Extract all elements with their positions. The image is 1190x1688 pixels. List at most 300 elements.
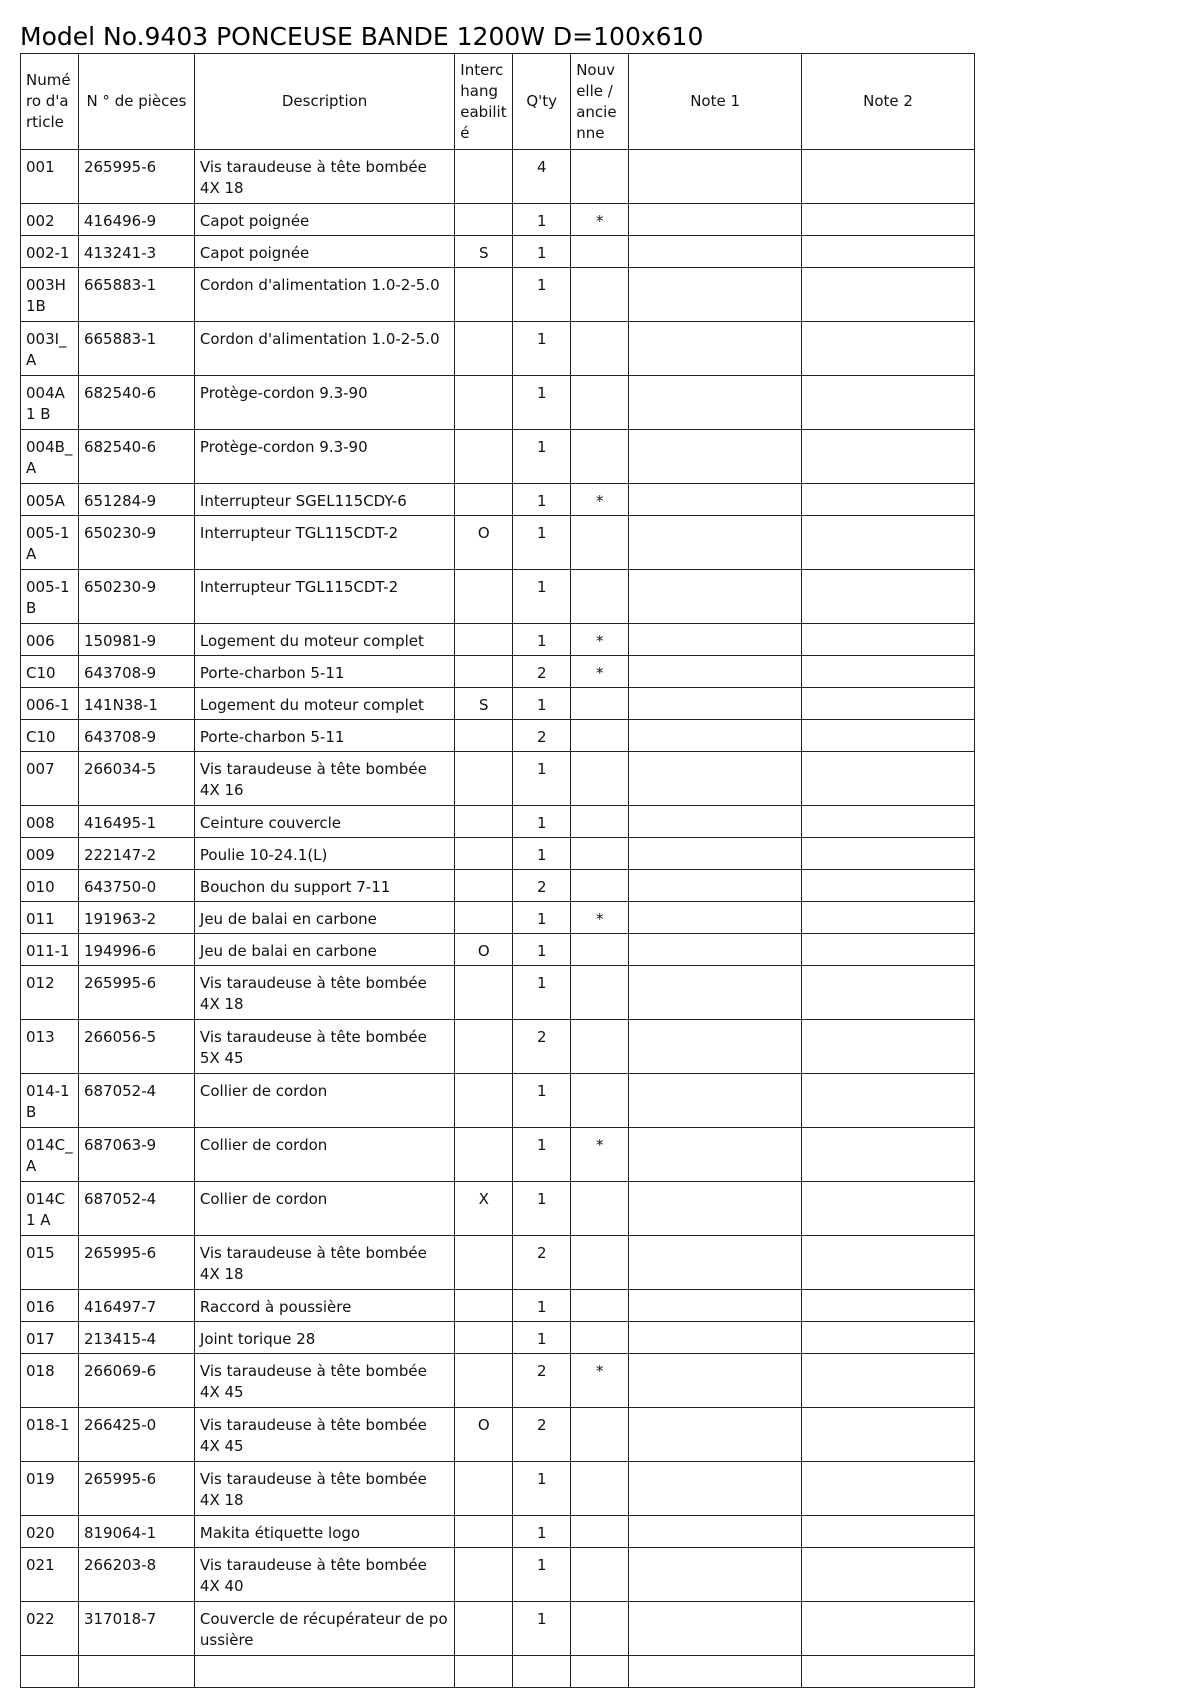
cell-part-number: 317018-7 <box>78 1602 194 1656</box>
cell-interchangeability <box>455 838 513 870</box>
cell-note-2 <box>802 376 975 430</box>
cell-part-number: 266425-0 <box>78 1408 194 1462</box>
cell-quantity: 1 <box>513 966 571 1020</box>
cell-part-number: 222147-2 <box>78 838 194 870</box>
cell-part-number: 266056-5 <box>78 1020 194 1074</box>
cell-quantity: 2 <box>513 1020 571 1074</box>
cell-note-1 <box>629 1128 802 1182</box>
cell-part-number: 150981-9 <box>78 624 194 656</box>
page-title: Model No.9403 PONCEUSE BANDE 1200W D=100x610 <box>20 22 704 51</box>
table-row <box>21 1128 975 1182</box>
cell-quantity: 2 <box>513 656 571 688</box>
cell-note-1 <box>629 1322 802 1354</box>
cell-note-2 <box>802 1290 975 1322</box>
cell-description: Joint torique 28 <box>194 1322 454 1354</box>
cell-quantity: 1 <box>513 838 571 870</box>
cell-note-1 <box>629 688 802 720</box>
table-row <box>21 268 975 322</box>
cell-description: Poulie 10-24.1(L) <box>194 838 454 870</box>
cell-note-1 <box>629 516 802 570</box>
cell-new-old <box>571 1182 629 1236</box>
cell-part-number: 687052-4 <box>78 1074 194 1128</box>
cell-description: Protège-cordon 9.3-90 <box>194 430 454 484</box>
cell-part-number: 265995-6 <box>78 150 194 204</box>
cell-description: Logement du moteur complet <box>194 624 454 656</box>
cell-description: Vis taraudeuse à tête bombée 4X 40 <box>194 1548 454 1602</box>
cell-note-1 <box>629 150 802 204</box>
cell-description: Porte-charbon 5-11 <box>194 720 454 752</box>
cell-interchangeability <box>455 1290 513 1322</box>
cell-quantity: 2 <box>513 720 571 752</box>
table-row <box>21 934 975 966</box>
cell-note-2 <box>802 720 975 752</box>
cell-part-number: 266034-5 <box>78 752 194 806</box>
cell-note-2 <box>802 484 975 516</box>
cell-note-2 <box>802 934 975 966</box>
header-item-number: Numé ro d'a rticle <box>21 54 79 150</box>
table-row <box>21 322 975 376</box>
cell-item-number: 005A <box>21 484 79 516</box>
cell-quantity: 1 <box>513 806 571 838</box>
cell-quantity: 2 <box>513 1236 571 1290</box>
cell-note-1 <box>629 624 802 656</box>
cell-interchangeability <box>455 1462 513 1516</box>
cell-note-1 <box>629 1408 802 1462</box>
cell-item-number: 004A1 B <box>21 376 79 430</box>
cell-interchangeability: O <box>455 1408 513 1462</box>
cell-part-number: 682540-6 <box>78 376 194 430</box>
table-row <box>21 1074 975 1128</box>
cell-part-number: 265995-6 <box>78 966 194 1020</box>
cell-item-number: 020 <box>21 1516 79 1548</box>
table-row <box>21 1516 975 1548</box>
table-row <box>21 1020 975 1074</box>
cell-interchangeability <box>455 1236 513 1290</box>
table-row <box>21 966 975 1020</box>
table-row <box>21 1602 975 1656</box>
cell-note-2 <box>802 1408 975 1462</box>
cell-note-2 <box>802 1128 975 1182</box>
cell-quantity: 1 <box>513 1074 571 1128</box>
cell-item-number: 004B_ A <box>21 430 79 484</box>
cell-description: Logement du moteur complet <box>194 688 454 720</box>
table-row <box>21 806 975 838</box>
cell-part-number: 665883-1 <box>78 322 194 376</box>
cell-item-number: 011 <box>21 902 79 934</box>
table-row <box>21 236 975 268</box>
cell-description: Collier de cordon <box>194 1128 454 1182</box>
table-row <box>21 430 975 484</box>
cell-item-number: 013 <box>21 1020 79 1074</box>
cell-item-number: 016 <box>21 1290 79 1322</box>
cell-part-number: 643708-9 <box>78 656 194 688</box>
cell-quantity: 1 <box>513 516 571 570</box>
cell-interchangeability <box>455 268 513 322</box>
cell-part-number: 213415-4 <box>78 1322 194 1354</box>
table-row <box>21 688 975 720</box>
cell-quantity: 1 <box>513 484 571 516</box>
cell-quantity: 1 <box>513 688 571 720</box>
cell-note-1 <box>629 720 802 752</box>
cell-description: Cordon d'alimentation 1.0-2-5.0 <box>194 268 454 322</box>
cell-note-1 <box>629 1354 802 1408</box>
cell-description: Cordon d'alimentation 1.0-2-5.0 <box>194 322 454 376</box>
cell-note-1 <box>629 838 802 870</box>
cell-part-number: 265995-6 <box>78 1236 194 1290</box>
cell-part-number: 682540-6 <box>78 430 194 484</box>
cell-interchangeability <box>455 656 513 688</box>
header-note-1: Note 1 <box>629 54 802 150</box>
cell-part-number: 413241-3 <box>78 236 194 268</box>
cell-part-number: 651284-9 <box>78 484 194 516</box>
cell-note-1 <box>629 1548 802 1602</box>
cell-quantity: 1 <box>513 902 571 934</box>
cell-description: Capot poignée <box>194 204 454 236</box>
cell-item-number: 006 <box>21 624 79 656</box>
table-row <box>21 204 975 236</box>
cell-item-number: 014-1 B <box>21 1074 79 1128</box>
cell-description: Ceinture couvercle <box>194 806 454 838</box>
header-note-2: Note 2 <box>802 54 975 150</box>
cell-note-2 <box>802 322 975 376</box>
cell-new-old <box>571 268 629 322</box>
table-row <box>21 656 975 688</box>
cell-note-1 <box>629 1074 802 1128</box>
cell-quantity: 2 <box>513 1408 571 1462</box>
cell-new-old <box>571 322 629 376</box>
cell-part-number: 665883-1 <box>78 268 194 322</box>
cell-new-old <box>571 838 629 870</box>
cell-interchangeability <box>455 806 513 838</box>
cell-quantity: 1 <box>513 268 571 322</box>
cell-description: Vis taraudeuse à tête bombée 4X 45 <box>194 1354 454 1408</box>
cell-quantity: 1 <box>513 1516 571 1548</box>
cell-note-2 <box>802 204 975 236</box>
cell-interchangeability <box>455 752 513 806</box>
cell-note-2 <box>802 1020 975 1074</box>
cell-item-number: 015 <box>21 1236 79 1290</box>
cell-note-2 <box>802 1182 975 1236</box>
table-row <box>21 1408 975 1462</box>
cell-part-number: 643708-9 <box>78 720 194 752</box>
cell-part-number: 687063-9 <box>78 1128 194 1182</box>
cell-interchangeability <box>455 1074 513 1128</box>
cell-interchangeability <box>455 966 513 1020</box>
cell-new-old <box>571 150 629 204</box>
table-row <box>21 376 975 430</box>
cell-item-number: 006-1 <box>21 688 79 720</box>
cell-part-number: 650230-9 <box>78 516 194 570</box>
cell-item-number: 017 <box>21 1322 79 1354</box>
cell-interchangeability: O <box>455 516 513 570</box>
cell-note-1 <box>629 570 802 624</box>
cell-item-number: 021 <box>21 1548 79 1602</box>
cell-interchangeability <box>455 870 513 902</box>
cell-note-1 <box>629 376 802 430</box>
cell-new-old <box>571 236 629 268</box>
table-row <box>21 1290 975 1322</box>
parts-table <box>20 53 975 1688</box>
cell-note-2 <box>802 1074 975 1128</box>
cell-note-2 <box>802 1602 975 1656</box>
cell-interchangeability <box>455 720 513 752</box>
cell-note-2 <box>802 150 975 204</box>
cell-part-number: 416495-1 <box>78 806 194 838</box>
cell-item-number: 008 <box>21 806 79 838</box>
cell-item-number: 002-1 <box>21 236 79 268</box>
cell-interchangeability <box>455 1128 513 1182</box>
cell-quantity: 1 <box>513 1322 571 1354</box>
cell-quantity: 1 <box>513 1548 571 1602</box>
cell-new-old <box>571 1236 629 1290</box>
table-row <box>21 1354 975 1408</box>
cell-interchangeability <box>455 1548 513 1602</box>
header-description: Description <box>194 54 454 150</box>
cell-new-old <box>571 1020 629 1074</box>
cell-note-1 <box>629 1020 802 1074</box>
cell-quantity: 1 <box>513 934 571 966</box>
table-row <box>21 752 975 806</box>
cell-note-2 <box>802 1548 975 1602</box>
cell-description: Porte-charbon 5-11 <box>194 656 454 688</box>
table-row <box>21 720 975 752</box>
table-row <box>21 624 975 656</box>
cell-note-2 <box>802 1516 975 1548</box>
cell-part-number: 141N38-1 <box>78 688 194 720</box>
cell-description: Vis taraudeuse à tête bombée 5X 45 <box>194 1020 454 1074</box>
cell-note-2 <box>802 806 975 838</box>
cell-quantity: 2 <box>513 1354 571 1408</box>
cell-note-1 <box>629 484 802 516</box>
cell-description: Vis taraudeuse à tête bombée 4X 16 <box>194 752 454 806</box>
cell-note-1 <box>629 430 802 484</box>
cell-new-old <box>571 376 629 430</box>
table-row <box>21 1322 975 1354</box>
cell-description: Interrupteur SGEL115CDY-6 <box>194 484 454 516</box>
cell-note-1 <box>629 870 802 902</box>
cell-part-number: 266203-8 <box>78 1548 194 1602</box>
cell-item-number: 012 <box>21 966 79 1020</box>
cell-new-old <box>571 934 629 966</box>
cell-quantity: 1 <box>513 204 571 236</box>
cell-description: Jeu de balai en carbone <box>194 934 454 966</box>
table-row <box>21 150 975 204</box>
cell-note-2 <box>802 966 975 1020</box>
cell-item-number: 001 <box>21 150 79 204</box>
cell-part-number: 643750-0 <box>78 870 194 902</box>
cell-item-number: 018 <box>21 1354 79 1408</box>
cell-new-old: * <box>571 1128 629 1182</box>
table-row <box>21 1182 975 1236</box>
cell-description: Collier de cordon <box>194 1074 454 1128</box>
cell-new-old <box>571 516 629 570</box>
table-row <box>21 838 975 870</box>
cell-interchangeability: S <box>455 236 513 268</box>
cell-description: Raccord à poussière <box>194 1290 454 1322</box>
cell-note-2 <box>802 430 975 484</box>
cell-item-number: 010 <box>21 870 79 902</box>
cell-part-number: 416497-7 <box>78 1290 194 1322</box>
header-quantity: Q'ty <box>513 54 571 150</box>
cell-note-1 <box>629 752 802 806</box>
cell-note-2 <box>802 1236 975 1290</box>
cell-new-old <box>571 1074 629 1128</box>
cell-note-1 <box>629 902 802 934</box>
cell-interchangeability <box>455 1020 513 1074</box>
table-header-row <box>21 54 975 150</box>
cell-item-number: C10 <box>21 656 79 688</box>
cell-note-2 <box>802 838 975 870</box>
cell-item-number: 005-1 B <box>21 570 79 624</box>
cell-note-1 <box>629 1236 802 1290</box>
cell-new-old: * <box>571 204 629 236</box>
cell-description: Jeu de balai en carbone <box>194 902 454 934</box>
cell-new-old: * <box>571 656 629 688</box>
cell-new-old <box>571 1548 629 1602</box>
cell-quantity: 1 <box>513 236 571 268</box>
cell-new-old <box>571 1462 629 1516</box>
cell-part-number: 194996-6 <box>78 934 194 966</box>
cell-note-2 <box>802 516 975 570</box>
cell-interchangeability: O <box>455 934 513 966</box>
cell-item-number: 022 <box>21 1602 79 1656</box>
cell-quantity: 1 <box>513 322 571 376</box>
header-part-number: N ° de pièces <box>78 54 194 150</box>
header-new-old: Nouv elle / ancie nne <box>571 54 629 150</box>
cell-description: Capot poignée <box>194 236 454 268</box>
cell-new-old: * <box>571 902 629 934</box>
cell-note-2 <box>802 1354 975 1408</box>
cell-note-1 <box>629 236 802 268</box>
cell-interchangeability <box>455 1354 513 1408</box>
table-row <box>21 902 975 934</box>
cell-new-old <box>571 720 629 752</box>
cell-description: Vis taraudeuse à tête bombée 4X 18 <box>194 1462 454 1516</box>
cell-description: Interrupteur TGL115CDT-2 <box>194 516 454 570</box>
cell-note-2 <box>802 624 975 656</box>
cell-description: Vis taraudeuse à tête bombée 4X 18 <box>194 1236 454 1290</box>
cell-note-1 <box>629 268 802 322</box>
cell-part-number: 191963-2 <box>78 902 194 934</box>
cell-item-number: 014C1 A <box>21 1182 79 1236</box>
cell-description: Bouchon du support 7-11 <box>194 870 454 902</box>
cell-item-number: 002 <box>21 204 79 236</box>
cell-quantity: 2 <box>513 870 571 902</box>
cell-description: Collier de cordon <box>194 1182 454 1236</box>
cell-new-old <box>571 430 629 484</box>
cell-new-old <box>571 688 629 720</box>
cell-new-old <box>571 1516 629 1548</box>
cell-item-number: 007 <box>21 752 79 806</box>
cell-new-old <box>571 1322 629 1354</box>
table-row <box>21 1462 975 1516</box>
cell-quantity: 1 <box>513 752 571 806</box>
table-row <box>21 516 975 570</box>
table-row <box>21 1236 975 1290</box>
cell-new-old: * <box>571 484 629 516</box>
cell-quantity: 4 <box>513 150 571 204</box>
cell-item-number: 003H 1B <box>21 268 79 322</box>
cell-note-1 <box>629 1462 802 1516</box>
cell-note-2 <box>802 656 975 688</box>
cell-description: Protège-cordon 9.3-90 <box>194 376 454 430</box>
cell-description: Vis taraudeuse à tête bombée 4X 45 <box>194 1408 454 1462</box>
cell-note-1 <box>629 1516 802 1548</box>
cell-new-old: * <box>571 624 629 656</box>
cell-note-1 <box>629 1602 802 1656</box>
cell-note-2 <box>802 1322 975 1354</box>
cell-quantity: 1 <box>513 430 571 484</box>
table-row <box>21 484 975 516</box>
cell-interchangeability <box>455 1516 513 1548</box>
cell-note-2 <box>802 1462 975 1516</box>
cell-description: Vis taraudeuse à tête bombée 4X 18 <box>194 966 454 1020</box>
cell-note-1 <box>629 204 802 236</box>
cell-interchangeability <box>455 150 513 204</box>
cell-interchangeability <box>455 902 513 934</box>
cell-interchangeability <box>455 1322 513 1354</box>
cell-quantity: 1 <box>513 1182 571 1236</box>
cell-note-1 <box>629 1290 802 1322</box>
cell-part-number: 265995-6 <box>78 1462 194 1516</box>
cell-interchangeability <box>455 570 513 624</box>
cell-description: Couvercle de récupérateur de po ussière <box>194 1602 454 1656</box>
cell-note-2 <box>802 236 975 268</box>
cell-interchangeability: S <box>455 688 513 720</box>
cell-interchangeability <box>455 322 513 376</box>
cell-item-number: 005-1 A <box>21 516 79 570</box>
table-row <box>21 570 975 624</box>
cell-part-number: 819064-1 <box>78 1516 194 1548</box>
cell-description: Vis taraudeuse à tête bombée 4X 18 <box>194 150 454 204</box>
cell-part-number: 687052-4 <box>78 1182 194 1236</box>
cell-item-number: 019 <box>21 1462 79 1516</box>
cell-note-2 <box>802 870 975 902</box>
cell-new-old <box>571 1290 629 1322</box>
cell-interchangeability <box>455 430 513 484</box>
cell-note-1 <box>629 1182 802 1236</box>
cell-note-1 <box>629 966 802 1020</box>
table-row <box>21 870 975 902</box>
cell-part-number: 416496-9 <box>78 204 194 236</box>
cell-new-old <box>571 966 629 1020</box>
cell-new-old <box>571 1408 629 1462</box>
cell-note-2 <box>802 268 975 322</box>
cell-description: Interrupteur TGL115CDT-2 <box>194 570 454 624</box>
cell-quantity: 1 <box>513 1128 571 1182</box>
cell-item-number: 018-1 <box>21 1408 79 1462</box>
cell-new-old <box>571 806 629 838</box>
cell-quantity: 1 <box>513 376 571 430</box>
cell-interchangeability <box>455 624 513 656</box>
cell-item-number: 003I_ A <box>21 322 79 376</box>
cell-item-number: 009 <box>21 838 79 870</box>
cell-interchangeability <box>455 376 513 430</box>
cell-new-old <box>571 752 629 806</box>
cell-quantity: 1 <box>513 570 571 624</box>
cell-description: Makita étiquette logo <box>194 1516 454 1548</box>
table-body <box>21 150 975 1688</box>
cell-quantity: 1 <box>513 1290 571 1322</box>
cell-new-old <box>571 1602 629 1656</box>
table-row <box>21 1548 975 1602</box>
cell-new-old: * <box>571 1354 629 1408</box>
cell-part-number: 266069-6 <box>78 1354 194 1408</box>
cell-note-1 <box>629 656 802 688</box>
cell-note-2 <box>802 752 975 806</box>
cell-new-old <box>571 870 629 902</box>
cell-item-number: 014C_ A <box>21 1128 79 1182</box>
